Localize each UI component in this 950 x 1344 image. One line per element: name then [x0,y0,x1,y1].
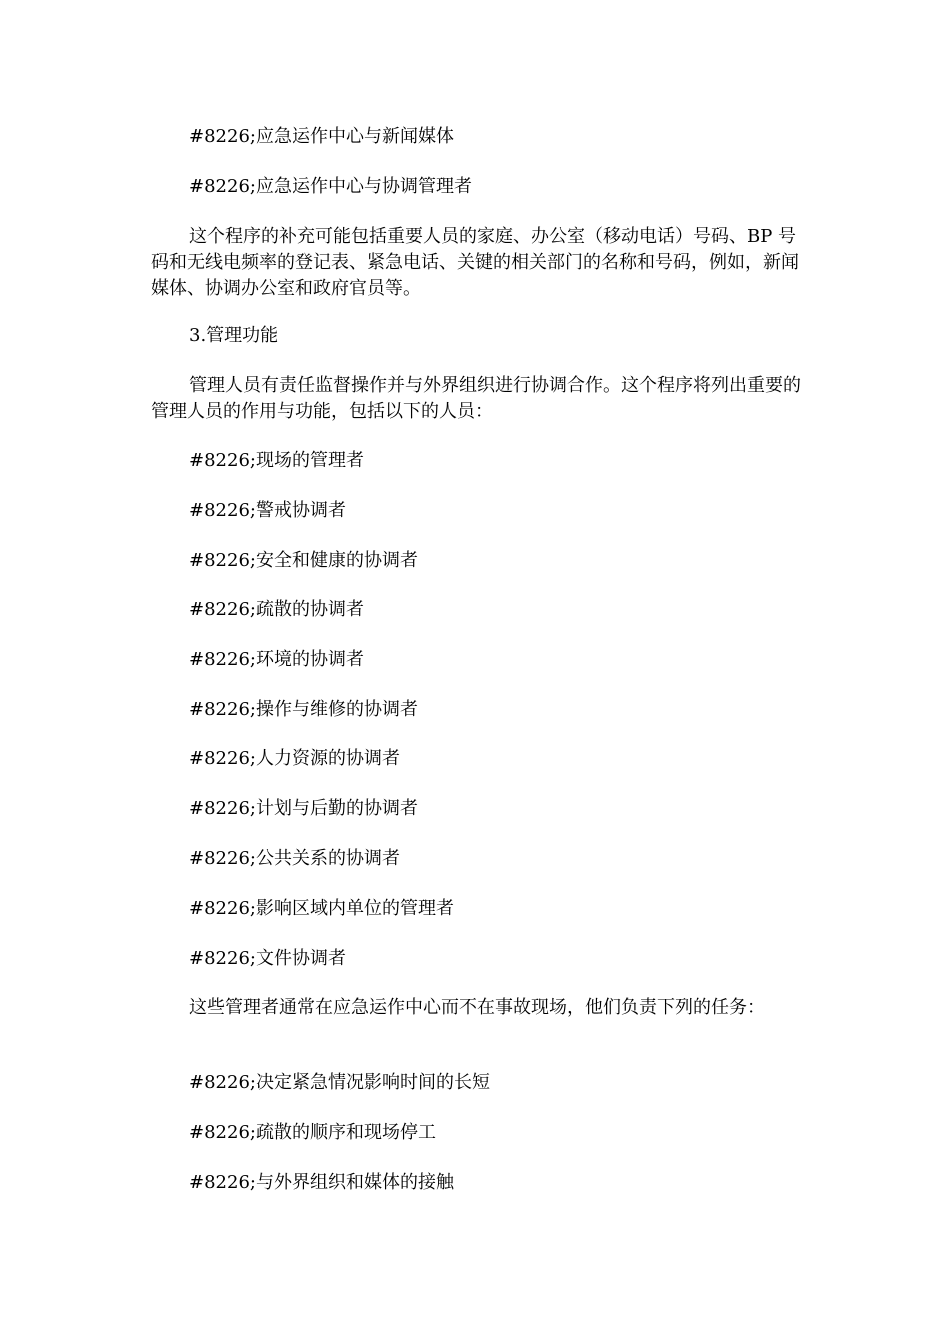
role-item: #8226;公共关系的协调者 [189,848,400,869]
section-heading: 3.管理功能 [189,325,279,346]
task-item: #8226;决定紧急情况影响时间的长短 [189,1072,490,1093]
role-item: #8226;安全和健康的协调者 [189,550,418,571]
role-item: #8226;操作与维修的协调者 [189,699,418,720]
task-item: #8226;与外界组织和媒体的接触 [189,1172,454,1193]
paragraph-management: 管理人员有责任监督操作并与外界组织进行协调合作。这个程序将列出重要的管理人员的作用与功能，包括以下的人员： [151,375,801,422]
role-item: #8226;文件协调者 [189,948,346,969]
role-item: #8226;疏散的协调者 [189,599,364,620]
bullet-line: #8226;应急运作中心与新闻媒体 [189,126,454,147]
role-item: #8226;警戒协调者 [189,500,346,521]
paragraph-contacts: 这个程序的补充可能包括重要人员的家庭、办公室（移动电话）号码、BP 号码和无线电频率的登记表、紧急电话、关键的相关部门的名称和号码，例如，新闻媒体、协调办公室和政府官员等。 [151,226,799,299]
role-item: #8226;人力资源的协调者 [189,748,400,769]
task-item: #8226;疏散的顺序和现场停工 [189,1122,436,1143]
bullet-line: #8226;应急运作中心与协调管理者 [189,176,472,197]
role-item: #8226;现场的管理者 [189,450,364,471]
role-item: #8226;环境的协调者 [189,649,364,670]
role-item: #8226;计划与后勤的协调者 [189,798,418,819]
role-item: #8226;影响区域内单位的管理者 [189,898,454,919]
paragraph-tasks: 这些管理者通常在应急运作中心而不在事故现场，他们负责下列的任务： [189,997,765,1018]
